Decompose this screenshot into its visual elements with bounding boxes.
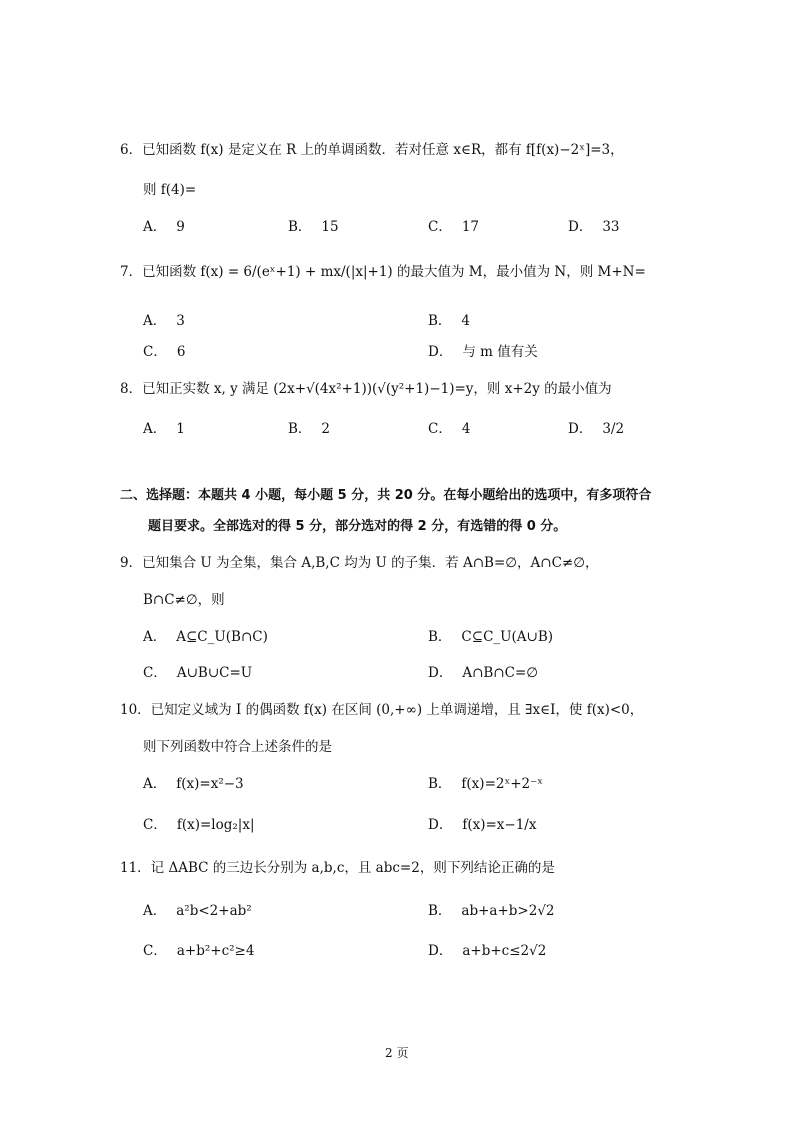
option-label: C． — [143, 943, 167, 959]
option-label: A． — [143, 219, 167, 235]
q11-option-b — [428, 901, 555, 921]
option-text: 与 m 值有关 — [462, 344, 538, 360]
q9-line2: B∩C≠∅，则 — [143, 592, 225, 608]
option-text: 3/2 — [602, 421, 625, 437]
option-label: C． — [143, 344, 167, 360]
q6-option-b — [288, 217, 339, 237]
option-text: ab+a+b>2√2 — [461, 903, 555, 919]
q9-line1: 9．已知集合 U 为全集，集合 A,B,C 均为 U 的子集．若 A∩B=∅，A∩C≠∅， — [120, 555, 599, 571]
option-label: A． — [143, 776, 167, 792]
q9-option-c — [143, 663, 252, 683]
q11-line1: 11．记 ΔABC 的三边长分别为 a,b,c，且 abc=2，则下列结论正确的是 — [120, 860, 555, 876]
q8-option-d — [568, 419, 624, 439]
q10-option-a — [143, 774, 244, 794]
option-text: A⊆C_U(B∩C) — [176, 629, 268, 645]
option-text: C⊆C_U(A∪B) — [461, 629, 554, 645]
q6-line1: 6．已知函数 f(x) 是定义在 R 上的单调函数．若对任意 x∈R，都有 f[f(x)−2ˣ]=3， — [120, 142, 624, 158]
option-label: A． — [143, 313, 167, 329]
option-text: 9 — [176, 219, 185, 235]
page-number: 2 页 — [385, 1046, 409, 1060]
option-text: 17 — [461, 219, 480, 235]
q6-line2: 则 f(4)= — [143, 182, 197, 198]
option-text: f(x)=x−1/x — [462, 817, 537, 833]
option-label: C． — [428, 421, 452, 437]
section-2-heading-line2: 题目要求。全部选对的得 5 分，部分选对的得 2 分，有选错的得 0 分。 — [148, 519, 567, 534]
q7-option-c — [143, 342, 185, 362]
q10-line2: 则下列函数中符合上述条件的是 — [143, 739, 332, 755]
q8-option-b — [288, 419, 330, 439]
option-text: f(x)=x²−3 — [176, 776, 244, 792]
option-label: B． — [428, 629, 452, 645]
q7-option-d — [428, 342, 538, 362]
q9-option-b — [428, 627, 553, 647]
q11-option-d — [428, 941, 546, 961]
option-label: B． — [428, 313, 452, 329]
option-text: 6 — [176, 344, 186, 360]
option-label: B． — [428, 776, 452, 792]
q7-option-a — [143, 311, 185, 331]
q11-option-c — [143, 941, 254, 961]
q11-option-a — [143, 901, 252, 921]
q6-option-d — [568, 217, 620, 237]
q6-option-c — [428, 217, 479, 237]
option-label: A． — [143, 421, 167, 437]
option-text: 33 — [602, 219, 620, 235]
option-text: A∪B∪C=U — [176, 665, 253, 681]
option-label: D． — [428, 943, 453, 959]
q10-option-b — [428, 774, 543, 794]
q8-option-c — [428, 419, 470, 439]
option-text: 4 — [461, 421, 471, 437]
q10-option-c — [143, 815, 255, 835]
option-text: a²b<2+ab² — [176, 903, 252, 919]
q8-option-a — [143, 419, 185, 439]
q8-line1: 8．已知正实数 x, y 满足 (2x+√(4x²+1))(√(y²+1)−1)=y，则 x+2y 的最小值为 — [120, 381, 612, 397]
option-label: B． — [428, 903, 452, 919]
option-text: A∩B∩C=∅ — [462, 665, 539, 681]
option-text: 15 — [321, 219, 339, 235]
q7-line1: 7．已知函数 f(x) = 6/(eˣ+1) + mx/(|x|+1) 的最大值为 M，最小值为 N，则 M+N= — [120, 264, 646, 280]
option-text: f(x)=log₂|x| — [176, 817, 255, 833]
option-text: 2 — [321, 421, 331, 437]
q10-line1: 10．已知定义域为 I 的偶函数 f(x) 在区间 (0,+∞) 上单调递增，且 ∃x∈I，使 f(x)<0， — [120, 702, 644, 718]
q6-option-a — [143, 217, 185, 237]
section-2-heading-line1: 二、选择题：本题共 4 小题，每小题 5 分，共 20 分。在每小题给出的选项中，有多项符合 — [120, 488, 652, 503]
option-text: 1 — [176, 421, 185, 437]
option-label: B． — [288, 219, 312, 235]
option-label: D． — [568, 421, 593, 437]
option-text: a+b²+c²≥4 — [176, 943, 255, 959]
option-label: D． — [568, 219, 593, 235]
option-label: A． — [143, 629, 167, 645]
option-label: C． — [428, 219, 452, 235]
option-text: a+b+c≤2√2 — [462, 943, 547, 959]
option-label: A． — [143, 903, 167, 919]
option-label: D． — [428, 665, 453, 681]
option-text: 4 — [461, 313, 471, 329]
q9-option-d — [428, 663, 538, 683]
option-label: D． — [428, 344, 453, 360]
option-text: f(x)=2ˣ+2⁻ˣ — [461, 776, 543, 792]
option-label: C． — [143, 817, 167, 833]
q9-option-a — [143, 627, 268, 647]
option-label: D． — [428, 817, 453, 833]
option-text: 3 — [176, 313, 185, 329]
option-label: B． — [288, 421, 312, 437]
option-label: C． — [143, 665, 167, 681]
q10-option-d — [428, 815, 536, 835]
q7-option-b — [428, 311, 470, 331]
